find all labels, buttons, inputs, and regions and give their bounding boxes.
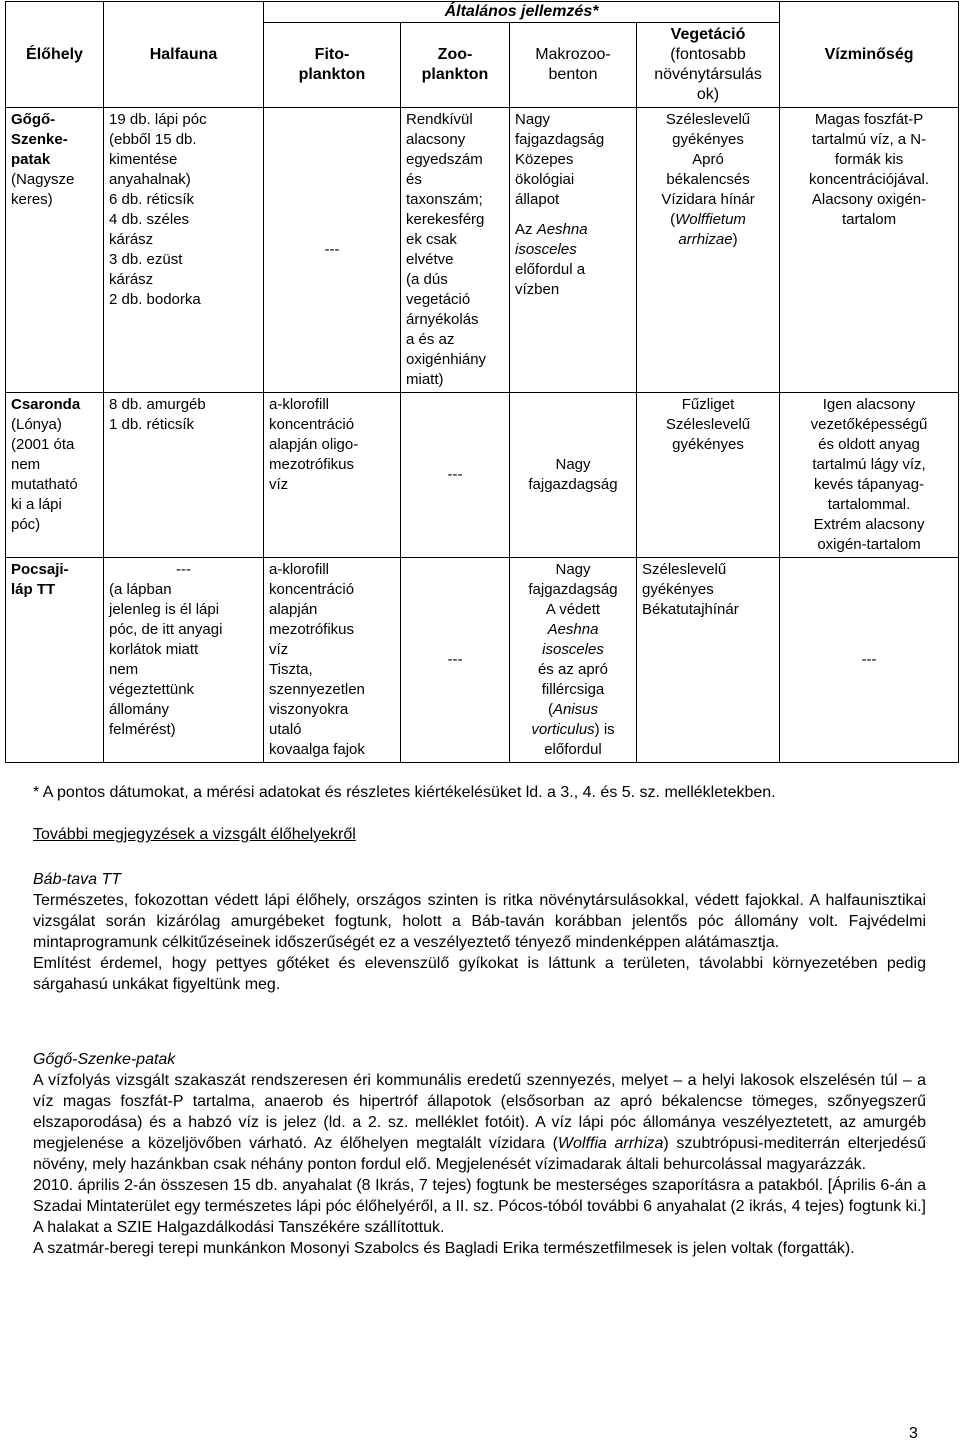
table-row (6, 393, 959, 558)
fish-cell: 19 db. lápi póc (ebből 15 db. kimentése anyahalnak) 6 db. réticsík 4 db. széles kárász 3 db. ezüst kárász 2 db. bodorka (104, 108, 264, 393)
phyto-cell: a-klorofill koncentráció alapján oligo- mezotrófikus víz (264, 393, 401, 558)
water-cell: Igen alacsony vezetőképességű és oldott anyag tartalmú lágy víz, kevés tápanyag- tartalommal. Extrém alacsony oxigén-tartalom (780, 393, 959, 558)
macro-cell: Nagy fajgazdagság Közepes ökológiai állapot Az Aeshna isosceles előfordul a vízben (510, 108, 637, 393)
veg-cell: Széleslevelű gyékényes Békatutajhínár (637, 558, 780, 763)
page-number: 3 (909, 1425, 918, 1442)
header-fish: Halfauna (104, 2, 264, 108)
veg-cell: Fűzliget Széleslevelű gyékényes (637, 393, 780, 558)
macro-cell: Nagy fajgazdagság (510, 393, 637, 558)
table-footnote: * A pontos dátumokat, a mérési adatokat és részletes kiértékelésüket ld. a 3., 4. és 5. sz. mellékletekben. (33, 784, 776, 801)
veg-cell: Széleslevelű gyékényes Apró békalencsés Vízidara hínár (Wolffietum arrhizae) (637, 108, 780, 393)
header-macro: Makrozoo- benton (510, 23, 637, 108)
habitat-table (5, 1, 959, 763)
phyto-cell: a-klorofill koncentráció alapján mezotrófikus víz Tiszta, szennyezetlen viszonyokra utaló kovaalga fajok (264, 558, 401, 763)
zoo-cell: --- (401, 393, 510, 558)
paragraph: A szatmár-beregi terepi munkánkon Mosonyi Szabolcs és Bagladi Erika természetfilmesek is jelen voltak (forgatták). (33, 1240, 855, 1257)
phyto-cell: --- (264, 108, 401, 393)
header-phyto: Fito- plankton (264, 23, 401, 108)
header-zoo: Zoo- plankton (401, 23, 510, 108)
table-header-row-1 (6, 2, 959, 23)
habitat-cell: Csaronda (Lónya) (2001 óta nem mutatható ki a lápi póc) (6, 393, 104, 558)
habitat-cell: Gőgő- Szenke- patak (Nagysze keres) (6, 108, 104, 393)
habitat-cell: Pocsaji- láp TT (6, 558, 104, 763)
water-cell: Magas foszfát-P tartalmú víz, a N- formák kis koncentrációjával. Alacsony oxigén- tartalom (780, 108, 959, 393)
header-water: Vízminőség (780, 2, 959, 108)
fish-cell: 8 db. amurgéb 1 db. réticsík (104, 393, 264, 558)
fish-cell: --- (a lápban jelenleg is él lápi póc, de itt anyagi korlátok miatt nem végeztettünk állomány felmérést) (104, 558, 264, 763)
section-bab-tava (33, 869, 926, 995)
zoo-cell: Rendkívül alacsony egyedszám és taxonszám; kerekesférg ek csak elvétve (a dús vegetáció árnyékolás a és az oxigénhiány miatt) (401, 108, 510, 393)
macro-cell: Nagy fajgazdagság A védett Aeshna isosceles és az apró fillércsiga (Anisus vorticulus) is előfordul (510, 558, 637, 763)
header-habitat: Élőhely (6, 2, 104, 108)
notes-title: További megjegyzések a vizsgált élőhelyekről (33, 826, 356, 843)
header-general: Általános jellemzés* (264, 2, 780, 23)
zoo-cell: --- (401, 558, 510, 763)
header-veg: Vegetáció (fontosabb növénytársulás ok) (637, 23, 780, 108)
paragraph: Természetes, fokozottan védett lápi élőhely, országos szinten is ritka növénytársulásokkal, védett fajokkal. A halfaunisztikai vizsgálat során kizárólag amurgébeket fogtunk, holott a Báb-taván korábban jelentős póc állomány volt. Fajvédelmi mintaprogramunk célkitűzéseinek időszerűségét ez a veszélyeztető tényező mindenképpen alátámasztja. (33, 892, 926, 951)
water-cell: --- (780, 558, 959, 763)
section-gogo-szenke-patak (33, 1049, 926, 1259)
paragraph: Említést érdemel, hogy pettyes gőtéket és elevenszülő gyíkokat is láttunk a területen, távolabbi környezetében pedig sárgahasú unkákat figyeltünk meg. (33, 955, 926, 993)
paragraph: A vízfolyás vizsgált szakaszát rendszeresen éri kommunális eredetű szennyezés, melyet – a helyi lakosok elszelésén túl – a víz magas foszfát-P tartalma, anaerob és hipertróf állapotok (elsősorban az apró békalencse tömeges, szőnyegszerű elszaporodása) és a habzó víz is jelez (ld. a 2. sz. melléklet fotóit). A víz lápi póc állománya veszélyeztetett, az amurgéb megjelenése a közeljövőben várható. Az élőhelyen megtalált vízidara (Wolffia arrhiza) szubtrópusi-mediterrán elterjedésű növény, mely hazánkban csak néhány ponton fordul elő. Megjelenését vízimadarak általi behurcolással magyarázzák. (33, 1072, 927, 1173)
section-title: Báb-tava TT (33, 871, 122, 888)
paragraph: 2010. április 2-án összesen 15 db. anyahalat (8 Ikrás, 7 tejes) fogtunk be mesterséges szaporításra a patakból. [Április 6-án a Szadai Mintaterület egy természetes lápi póc élőhelyéről, a II. sz. Pócos-tóból további 6 anyahalat (2 ikrás, 4 tejes) fogtunk ki.] A halakat a SZIE Halgazdálkodási Tanszékére szállítottuk. (33, 1177, 926, 1236)
section-title: Gőgő-Szenke-patak (33, 1051, 176, 1068)
table-row (6, 558, 959, 763)
table-row (6, 108, 959, 393)
